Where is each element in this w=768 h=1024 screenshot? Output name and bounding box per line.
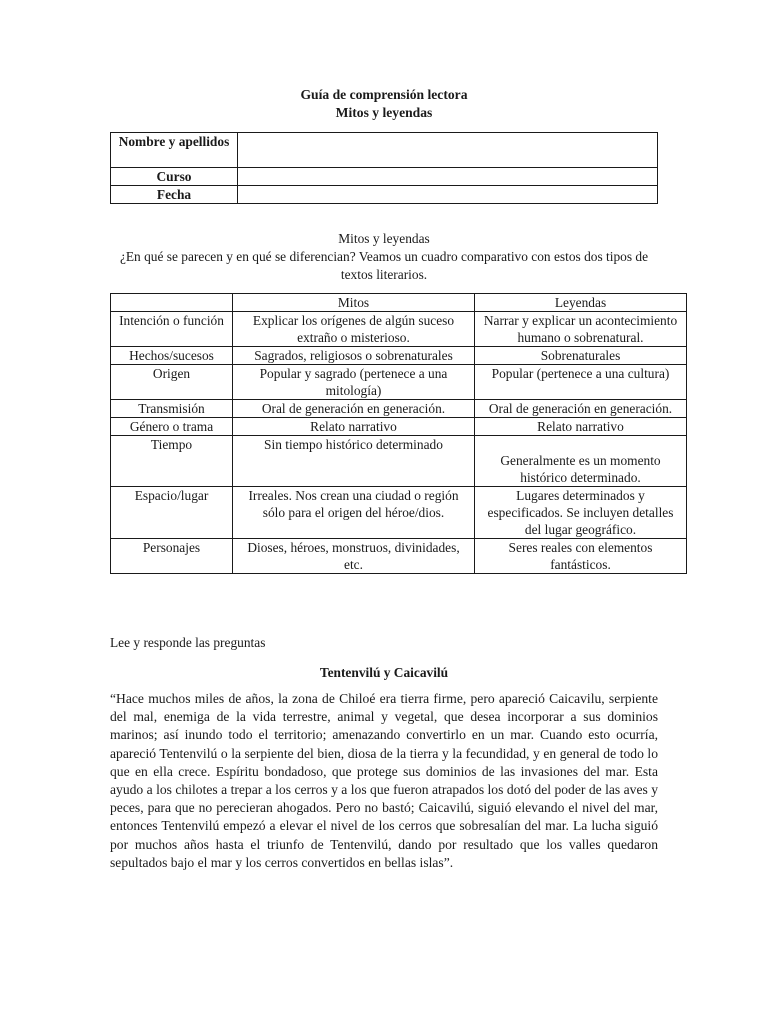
aspect-cell: Intención o función [111,312,233,347]
mitos-cell: Relato narrativo [233,418,475,436]
course-field[interactable] [238,168,658,186]
leyendas-cell: Sobrenaturales [475,347,687,365]
student-info-table [110,132,658,204]
story-text: “Hace muchos miles de años, la zona de Chiloé era tierra firme, pero apareció Caicavilu, serpiente del mal, enemiga de la vida terrestre, animal y vegetal, que desea incorporar a sus dominios marinos; así inundo todo el territorio; amenazando convertirlo en un mar. Cuando esto ocurría, apareció Tentenvilú o la serpiente del bien, diosa de la tierra y la fecundidad, y en general de todo lo que en ella crece. Espíritu bondadoso, que protege sus dominios de las invasiones del mar. Esta ayudo a los chilotes a trepar a los cerros y a los que fueron atrapados los dotó del poder de las aves y peces, para que no perecieran ahogados. Pero no bastó; Caicavilú, siguió elevando el nivel del mar, entonces Tentenvilú empezó a elevar el nivel de los cerros que sobresalían del mar. La lucha siguió por muchos años hasta el triunfo de Tentenvilú, dando por resultado que los valles quedaron sepultados bajo el mar y los cerros convertidos en bellas islas”. [110,691,658,870]
table-row [111,539,687,574]
mitos-cell: Irreales. Nos crean una ciudad o región sólo para el origen del héroe/dios. [233,487,475,539]
mitos-cell: Sin tiempo histórico determinado [233,436,475,487]
date-label: Fecha [111,186,238,204]
leyendas-cell: Oral de generación en generación. [475,400,687,418]
intro-heading: Mitos y leyendas [338,231,430,246]
aspect-cell: Tiempo [111,436,233,487]
name-row [111,133,658,168]
course-row [111,168,658,186]
instructions-text: Lee y responde las preguntas [110,635,266,650]
aspect-cell: Personajes [111,539,233,574]
comparison-header-row [111,294,687,312]
mitos-cell: Oral de generación en generación. [233,400,475,418]
date-row [111,186,658,204]
leyendas-cell: Popular (pertenece a una cultura) [475,365,687,400]
name-field[interactable] [238,133,658,168]
mitos-cell: Popular y sagrado (pertenece a una mitología) [233,365,475,400]
intro-text: ¿En qué se parecen y en qué se diferencian? Veamos un cuadro comparativo con estos dos tipos de textos literarios. [119,249,649,282]
mitos-cell: Sagrados, religiosos o sobrenaturales [233,347,475,365]
table-row [111,365,687,400]
date-field[interactable] [238,186,658,204]
header-cell-aspect [111,294,233,312]
table-row [111,436,687,487]
story-title: Tentenvilú y Caicavilú [319,665,449,680]
aspect-cell: Transmisión [111,400,233,418]
leyendas-cell: Relato narrativo [475,418,687,436]
table-row [111,400,687,418]
title-line: Guía de comprensión lectora [300,87,468,102]
header-cell-leyendas: Leyendas [475,294,687,312]
intro-block [110,230,658,284]
leyendas-cell: Generalmente es un momento histórico determinado. [475,436,687,487]
table-row [111,347,687,365]
aspect-cell: Hechos/sucesos [111,347,233,365]
table-row [111,487,687,539]
name-label: Nombre y apellidos [111,133,238,168]
comparison-table [110,293,687,574]
course-label: Curso [111,168,238,186]
aspect-cell: Espacio/lugar [111,487,233,539]
header-cell-mitos: Mitos [233,294,475,312]
table-row [111,312,687,347]
leyendas-cell: Lugares determinados y especificados. Se incluyen detalles del lugar geográfico. [475,487,687,539]
mitos-cell: Explicar los orígenes de algún suceso extraño o misterioso. [233,312,475,347]
document-title [0,86,768,122]
subtitle-line: Mitos y leyendas [335,105,433,120]
leyendas-cell: Narrar y explicar un acontecimiento humano o sobrenatural. [475,312,687,347]
aspect-cell: Origen [111,365,233,400]
mitos-cell: Dioses, héroes, monstruos, divinidades, etc. [233,539,475,574]
table-row [111,418,687,436]
aspect-cell: Género o trama [111,418,233,436]
leyendas-cell: Seres reales con elementos fantásticos. [475,539,687,574]
